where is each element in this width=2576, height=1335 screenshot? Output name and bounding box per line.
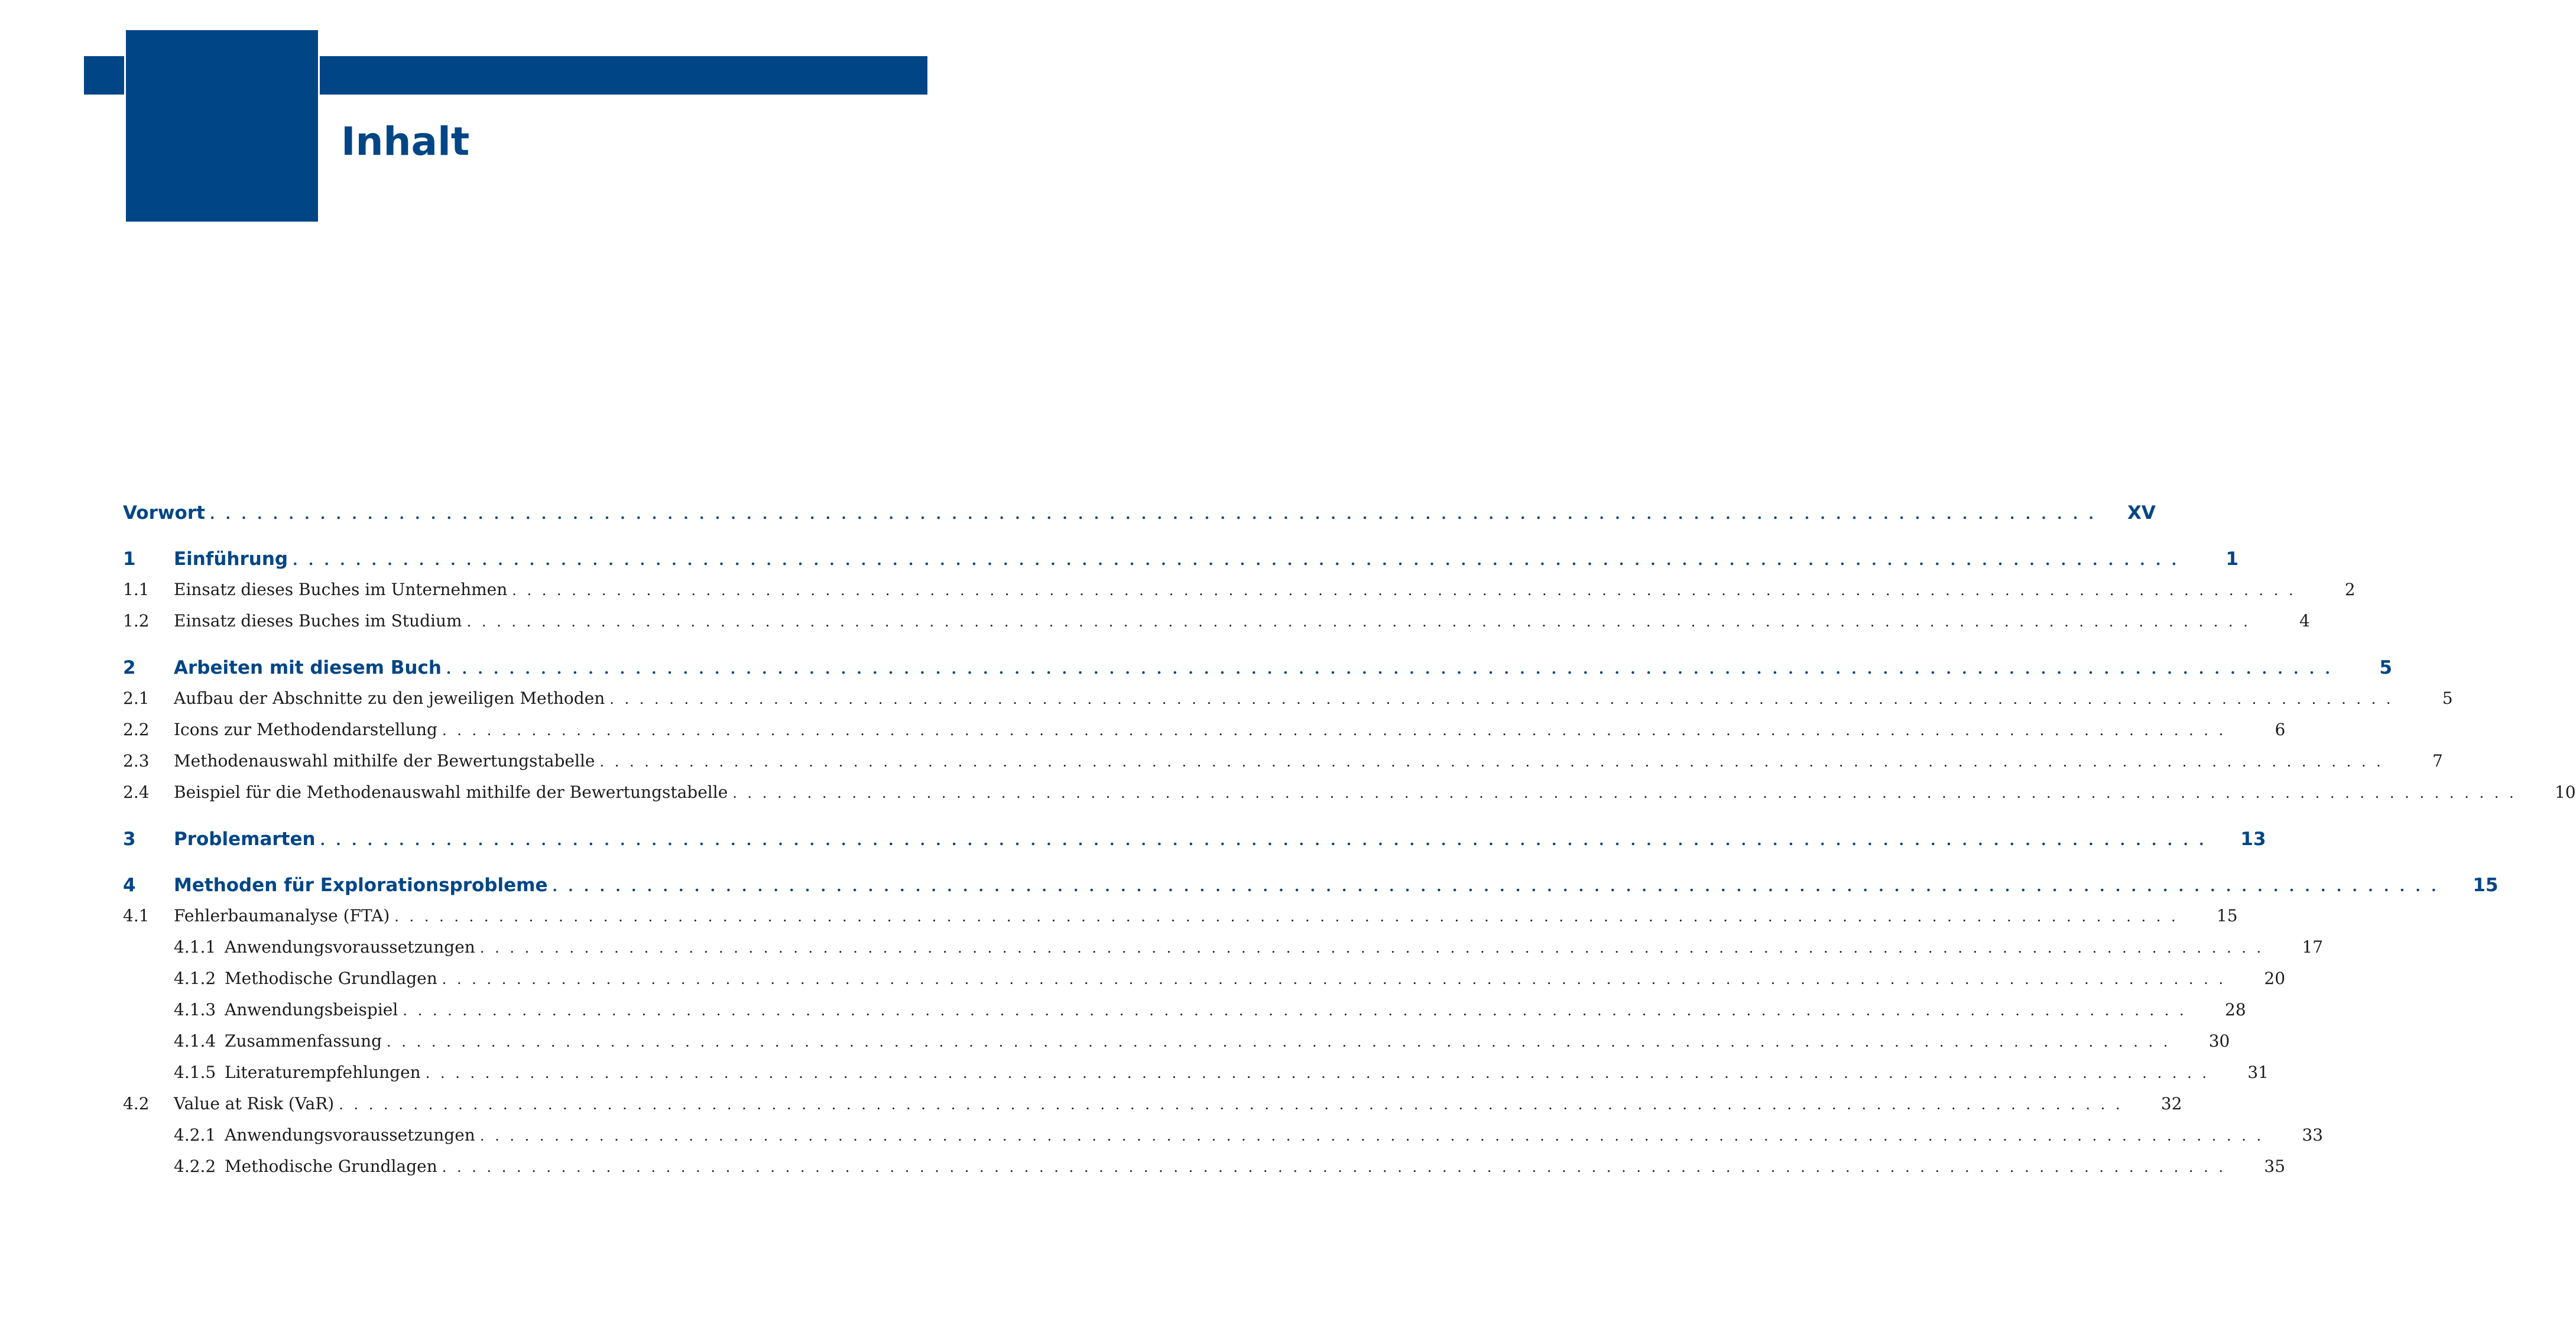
toc-leader-dots: . . . . . . . . . . . . . . . . . . . . . . . . . . . . . . . . . . . . . . . . . . . . . . . . . . . . . . . . . . . . . . . . . . . . . . . . . . . . . . . . . . . . . . . . . . . . . . . . . . . . . . . . . . . . . . . . . . . . . . . . bbox=[339, 1096, 2123, 1113]
toc-label: Anwendungsbeispiel bbox=[225, 1000, 398, 1019]
toc-label: Icons zur Methodendarstellung bbox=[174, 720, 437, 739]
toc-entry[interactable] bbox=[123, 720, 2286, 751]
toc-label: Anwendungsvoraussetzungen bbox=[225, 937, 475, 957]
toc-label: Aufbau der Abschnitte zu den jeweiligen Methoden bbox=[174, 688, 605, 708]
toc-number: 4.1.3 bbox=[174, 1000, 216, 1019]
toc-entry[interactable] bbox=[123, 1094, 2182, 1125]
toc-number: 1.2 bbox=[123, 611, 150, 631]
toc-entry[interactable] bbox=[123, 1157, 2286, 1188]
toc-label: Zusammenfassung bbox=[225, 1031, 382, 1051]
toc-label: Arbeiten mit diesem Buch bbox=[174, 657, 442, 678]
toc-entry[interactable] bbox=[123, 1063, 2269, 1094]
toc-label: Anwendungsvoraussetzungen bbox=[225, 1125, 475, 1145]
toc-page-number: 31 bbox=[2247, 1063, 2269, 1082]
toc-page-number: 32 bbox=[2160, 1094, 2182, 1113]
toc-page-number: 15 bbox=[2473, 875, 2499, 896]
toc-label: Value at Risk (VaR) bbox=[174, 1094, 335, 1113]
toc-entry[interactable] bbox=[123, 548, 2239, 580]
toc-entry[interactable] bbox=[123, 657, 2392, 688]
toc-leader-dots: . . . . . . . . . . . . . . . . . . . . . . . . . . . . . . . . . . . . . . . . . . . . . . . . . . . . . . . . . . . . . . . . . . . . . . . . . . . . . . . . . . . . . . . . . . . . . . . . . . . . . . . . . . . . . . . . . . . . . . . . bbox=[394, 908, 2179, 925]
toc-page-number: 10 bbox=[2554, 782, 2576, 802]
toc-label: Beispiel für die Methodenauswahl mithilfe der Bewertungstabelle bbox=[174, 782, 728, 802]
toc-entry[interactable] bbox=[123, 1031, 2230, 1063]
toc-page-number: 4 bbox=[2299, 611, 2310, 631]
toc-page-number: 5 bbox=[2379, 657, 2392, 678]
toc-page-number: 33 bbox=[2302, 1125, 2324, 1145]
toc-entry[interactable] bbox=[123, 611, 2310, 642]
toc-page-number: 5 bbox=[2442, 688, 2453, 708]
toc-leader-dots: . . . . . . . . . . . . . . . . . . . . . . . . . . . . . . . . . . . . . . . . . . . . . . . . . . . . . . . . . . . . . . . . . . . . . . . . . . . . . . . . . . . . . . . . . . . . . . . . . . . . . . . . . . . . . . . . . . . . . . . . bbox=[293, 551, 2180, 569]
toc-leader-dots: . . . . . . . . . . . . . . . . . . . . . . . . . . . . . . . . . . . . . . . . . . . . . . . . . . . . . . . . . . . . . . . . . . . . . . . . . . . . . . . . . . . . . . . . . . . . . . . . . . . . . . . . . . . . . . . . . . . . . . . . bbox=[466, 613, 2251, 630]
toc-leader-dots: . . . . . . . . . . . . . . . . . . . . . . . . . . . . . . . . . . . . . . . . . . . . . . . . . . . . . . . . . . . . . . . . . . . . . . . . . . . . . . . . . . . . . . . . . . . . . . . . . . . . . . . . . . . . . . . . . . . . . . . . bbox=[442, 971, 2227, 988]
toc-entry[interactable] bbox=[123, 969, 2286, 1000]
toc-label: Einsatz dieses Buches im Studium bbox=[174, 611, 462, 631]
toc-label: Methodische Grundlagen bbox=[225, 969, 437, 988]
toc-entry[interactable] bbox=[123, 875, 2499, 906]
toc-number: 4.1 bbox=[123, 906, 150, 925]
toc-entry[interactable] bbox=[123, 782, 2576, 814]
toc-label: Einführung bbox=[174, 548, 288, 570]
toc-label: Vorwort bbox=[123, 502, 205, 524]
toc-label: Problemarten bbox=[174, 829, 316, 850]
toc-entry[interactable] bbox=[123, 580, 2356, 611]
toc-leader-dots: . . . . . . . . . . . . . . . . . . . . . . . . . . . . . . . . . . . . . . . . . . . . . . . . . . . . . . . . . . . . . . . . . . . . . . . . . . . . . . . . . . . . . . . . . . . . . . . . . . . . . . . . . . . . . . . . . . . . . . . . bbox=[599, 753, 2384, 770]
toc-page-number: 20 bbox=[2264, 969, 2286, 988]
toc-entry[interactable] bbox=[123, 751, 2443, 782]
toc-number: 4.2 bbox=[123, 1094, 150, 1113]
toc-page-number: 17 bbox=[2302, 937, 2324, 957]
toc-leader-dots: . . . . . . . . . . . . . . . . . . . . . . . . . . . . . . . . . . . . . . . . . . . . . . . . . . . . . . . . . . . . . . . . . . . . . . . . . . . . . . . . . . . . . . . . . . . . . . . . . . . . . . . . . . . . . . . . . . . . . . . . bbox=[403, 1002, 2187, 1019]
toc-leader-dots: . . . . . . . . . . . . . . . . . . . . . . . . . . . . . . . . . . . . . . . . . . . . . . . . . . . . . . . . . . . . . . . . . . . . . . . . . . . . . . . . . . . . . . . . . . . . . . . . . . . . . . . . . . . . . . . . . . . . . . . . bbox=[512, 582, 2296, 599]
toc-page-number: 6 bbox=[2275, 720, 2286, 739]
toc-leader-dots: . . . . . . . . . . . . . . . . . . . . . . . . . . . . . . . . . . . . . . . . . . . . . . . . . . . . . . . . . . . . . . . . . . . . . . . . . . . . . . . . . . . . . . . . . . . . . . . . . . . . . . . . . . . . . . . . . . . . . . . . bbox=[609, 691, 2394, 707]
toc-page-number: 35 bbox=[2264, 1157, 2286, 1176]
toc-entry[interactable] bbox=[123, 1000, 2246, 1031]
toc-label: Methodenauswahl mithilfe der Bewertungstabelle bbox=[174, 751, 595, 771]
toc-number: 2.4 bbox=[123, 782, 150, 802]
toc-entry[interactable] bbox=[123, 829, 2266, 860]
toc-leader-dots: . . . . . . . . . . . . . . . . . . . . . . . . . . . . . . . . . . . . . . . . . . . . . . . . . . . . . . . . . . . . . . . . . . . . . . . . . . . . . . . . . . . . . . . . . . . . . . . . . . . . . . . . . . . . . . . . . . . . . . . . bbox=[425, 1065, 2210, 1081]
toc-number: 4.2.1 bbox=[174, 1125, 216, 1145]
toc-page-number: 7 bbox=[2432, 751, 2443, 771]
toc-leader-dots: . . . . . . . . . . . . . . . . . . . . . . . . . . . . . . . . . . . . . . . . . . . . . . . . . . . . . . . . . . . . . . . . . . . . . . . . . . . . . . . . . . . . . . . . . . . . . . . . . . . . . . . . . . . . . . . . . . . . . . . . bbox=[442, 1159, 2227, 1175]
toc-page-number: 2 bbox=[2344, 580, 2356, 599]
toc-page-number: 13 bbox=[2240, 829, 2266, 850]
toc-label: Literaturempfehlungen bbox=[225, 1063, 421, 1082]
toc-leader-dots: . . . . . . . . . . . . . . . . . . . . . . . . . . . . . . . . . . . . . . . . . . . . . . . . . . . . . . . . . . . . . . . . . . . . . . . . . . . . . . . . . . . . . . . . . . . . . . . . . . . . . . . . . . . . . . . . . . . . . . . . bbox=[732, 785, 2517, 801]
toc-leader-dots: . . . . . . . . . . . . . . . . . . . . . . . . . . . . . . . . . . . . . . . . . . . . . . . . . . . . . . . . . . . . . . . . . . . . . . . . . . . . . . . . . . . . . . . . . . . . . . . . . . . . . . . . . . . . . . . . . . . . . . . . bbox=[320, 831, 2207, 849]
toc-leader-dots: . . . . . . . . . . . . . . . . . . . . . . . . . . . . . . . . . . . . . . . . . . . . . . . . . . . . . . . . . . . . . . . . . . . . . . . . . . . . . . . . . . . . . . . . . . . . . . . . . . . . . . . . . . . . . . . . . . . . . . . . bbox=[552, 878, 2439, 895]
toc-page-number: 30 bbox=[2208, 1031, 2230, 1051]
header-square bbox=[126, 30, 318, 222]
toc-label: Methoden für Explorationsprobleme bbox=[174, 875, 548, 896]
header-band-right bbox=[320, 56, 927, 95]
toc-leader-dots: . . . . . . . . . . . . . . . . . . . . . . . . . . . . . . . . . . . . . . . . . . . . . . . . . . . . . . . . . . . . . . . . . . . . . . . . . . . . . . . . . . . . . . . . . . . . . . . . . . . . . . . . . . . . . . . . . . . . . . . . bbox=[479, 940, 2264, 956]
toc-page-number: 28 bbox=[2225, 1000, 2246, 1019]
header-band-left bbox=[84, 56, 124, 95]
toc-number: 1.1 bbox=[123, 580, 150, 599]
table-of-contents bbox=[123, 502, 2576, 1188]
toc-number: 4.1.4 bbox=[174, 1031, 216, 1051]
toc-number: 2.1 bbox=[123, 688, 150, 708]
toc-number: 1 bbox=[123, 548, 136, 570]
toc-leader-dots: . . . . . . . . . . . . . . . . . . . . . . . . . . . . . . . . . . . . . . . . . . . . . . . . . . . . . . . . . . . . . . . . . . . . . . . . . . . . . . . . . . . . . . . . . . . . . . . . . . . . . . . . . . . . . . . . . . . . . . . . bbox=[446, 660, 2333, 677]
toc-label: Methodische Grundlagen bbox=[225, 1157, 437, 1176]
toc-number: 4 bbox=[123, 875, 136, 896]
toc-label: Einsatz dieses Buches im Unternehmen bbox=[174, 580, 508, 599]
toc-entry[interactable] bbox=[123, 502, 2156, 534]
toc-entry[interactable] bbox=[123, 937, 2324, 969]
toc-entry[interactable] bbox=[123, 1125, 2324, 1157]
toc-number: 4.1.1 bbox=[174, 937, 216, 957]
toc-number: 4.1.5 bbox=[174, 1063, 216, 1082]
toc-leader-dots: . . . . . . . . . . . . . . . . . . . . . . . . . . . . . . . . . . . . . . . . . . . . . . . . . . . . . . . . . . . . . . . . . . . . . . . . . . . . . . . . . . . . . . . . . . . . . . . . . . . . . . . . . . . . . . . . . . . . . . . . bbox=[209, 505, 2097, 522]
page-title: Inhalt bbox=[341, 119, 470, 164]
toc-number: 3 bbox=[123, 829, 136, 850]
toc-number: 2.2 bbox=[123, 720, 150, 739]
toc-number: 4.1.2 bbox=[174, 969, 216, 988]
toc-leader-dots: . . . . . . . . . . . . . . . . . . . . . . . . . . . . . . . . . . . . . . . . . . . . . . . . . . . . . . . . . . . . . . . . . . . . . . . . . . . . . . . . . . . . . . . . . . . . . . . . . . . . . . . . . . . . . . . . . . . . . . . . bbox=[479, 1128, 2264, 1144]
toc-entry[interactable] bbox=[123, 906, 2238, 937]
toc-leader-dots: . . . . . . . . . . . . . . . . . . . . . . . . . . . . . . . . . . . . . . . . . . . . . . . . . . . . . . . . . . . . . . . . . . . . . . . . . . . . . . . . . . . . . . . . . . . . . . . . . . . . . . . . . . . . . . . . . . . . . . . . bbox=[387, 1034, 2171, 1050]
toc-label: Fehlerbaumanalyse (FTA) bbox=[174, 906, 390, 925]
toc-page-number: 1 bbox=[2225, 548, 2239, 570]
toc-page-number: XV bbox=[2127, 502, 2156, 524]
toc-number: 4.2.2 bbox=[174, 1157, 216, 1176]
toc-leader-dots: . . . . . . . . . . . . . . . . . . . . . . . . . . . . . . . . . . . . . . . . . . . . . . . . . . . . . . . . . . . . . . . . . . . . . . . . . . . . . . . . . . . . . . . . . . . . . . . . . . . . . . . . . . . . . . . . . . . . . . . . bbox=[442, 722, 2227, 739]
toc-number: 2.3 bbox=[123, 751, 150, 771]
toc-entry[interactable] bbox=[123, 688, 2453, 720]
toc-page-number: 15 bbox=[2216, 906, 2238, 925]
toc-number: 2 bbox=[123, 657, 136, 678]
